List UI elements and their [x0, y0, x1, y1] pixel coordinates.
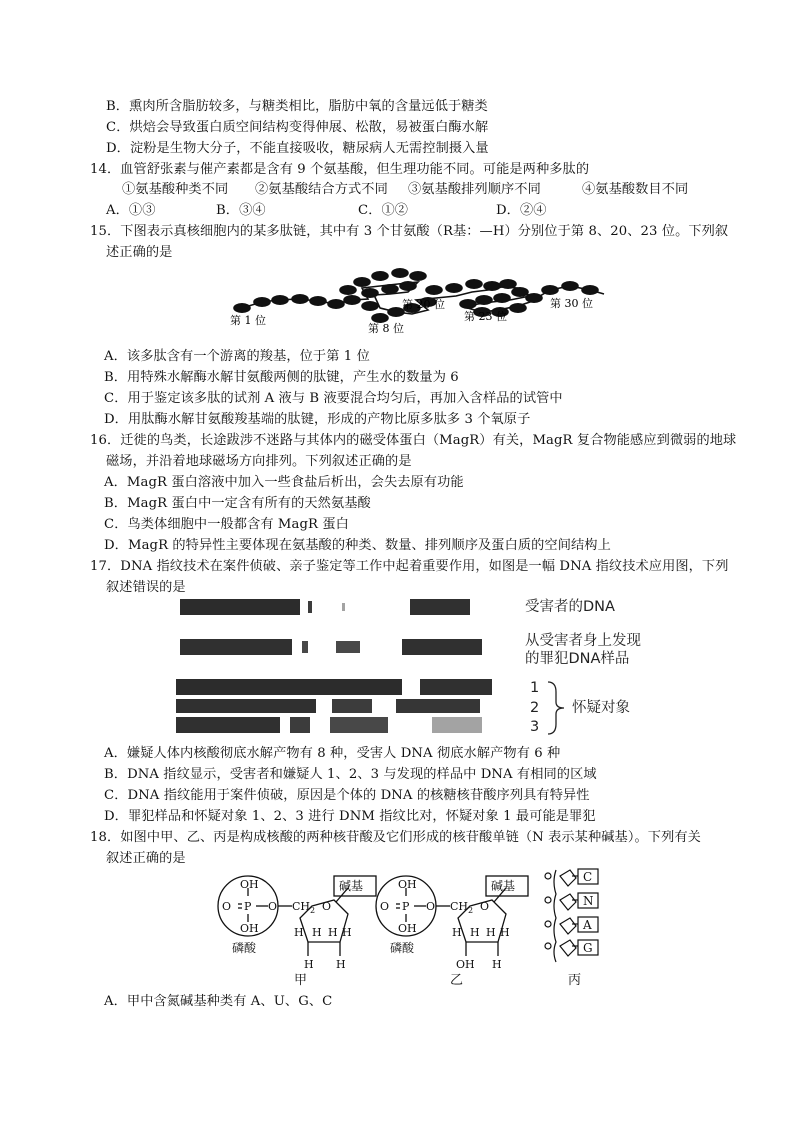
base-g: G: [583, 941, 593, 955]
q17-stem-line1: 17．DNA 指纹技术在案件侦破、亲子鉴定等工作中起着重要作用，如图是一幅 DNA 指纹技术应用图，下列: [90, 559, 729, 574]
label-suspect-1: 1: [530, 680, 540, 696]
q18-stem-line1: 18．如图中甲、乙、丙是构成核酸的两种核苷酸及它们形成的核苷酸单链（N 表示某种碱基）。下列有关: [90, 830, 701, 845]
q14-option-c: C．①②: [358, 203, 409, 218]
jia-ch2: $CH_2$: [292, 900, 316, 915]
yi-base: 碱基: [491, 879, 516, 893]
yi-p: P: [402, 900, 410, 913]
label-sample-line2: 的罪犯DNA样品: [525, 651, 630, 667]
label-position-23: 第 23 位: [464, 310, 507, 323]
jia-phosphate: 磷酸: [232, 941, 257, 955]
label-position-20: 第 20 位: [402, 298, 445, 311]
q14-options: [106, 204, 547, 217]
jia-h6: H: [336, 958, 346, 971]
nucleotide-chain-bing-labels: [568, 870, 594, 988]
q18-stem-line2: 叙述正确的是: [106, 851, 186, 866]
q16-stem-line1: 16．迁徙的鸟类，长途跋涉不迷路与其体内的磁受体蛋白（MagR）有关，MagR 复合物能感应到微弱的地球: [90, 433, 737, 448]
label-jia: 甲: [294, 973, 308, 988]
yi-o-right: O: [426, 900, 436, 913]
q16-option-a: A．MagR 蛋白溶液中加入一些食盐后析出，会失去原有功能: [104, 475, 464, 490]
q17-option-b: B．DNA 指纹显示，受害者和嫌疑人 1、2、3 与发现的样品中 DNA 有相同的区域: [104, 767, 597, 782]
q17-option-c: C．DNA 指纹能用于案件侦破，原因是个体的 DNA 的核糖核苷酸序列具有特异性: [104, 788, 590, 803]
label-yi: 乙: [450, 973, 464, 988]
q15-option-b: B．用特殊水解酶水解甘氨酸两侧的肽键，产生水的数量为 6: [104, 370, 459, 385]
q18-option-a: A．甲中含氮碱基种类有 A、U、G、C: [104, 994, 333, 1009]
q17-option-d: D．罪犯样品和怀疑对象 1、2、3 进行 DNM 指纹比对，怀疑对象 1 最可能是罪犯: [104, 809, 596, 824]
dna-band-victim: [180, 599, 470, 615]
yi-o-left: O: [380, 900, 390, 913]
label-suspect-2: 2: [530, 700, 540, 716]
q15-stem-line2: 述正确的是: [106, 245, 173, 260]
q16-option-d: D．MagR 的特异性主要体现在氨基酸的种类、数量、排列顺序及蛋白质的空间结构上: [104, 538, 611, 553]
yi-oh-c2: OH: [456, 958, 475, 971]
jia-h3: H: [312, 926, 322, 939]
yi-h2: H: [500, 926, 510, 939]
jia-base: 碱基: [339, 879, 364, 893]
q13-option-d: D．淀粉是生物大分子，不能直接吸收，糖尿病人无需控制摄入量: [106, 141, 489, 156]
q14-items: [122, 183, 688, 196]
jia-h2: H: [342, 926, 352, 939]
q16-option-b: B．MagR 蛋白中一定含有所有的天然氨基酸: [104, 496, 371, 511]
yi-phosphate: 磷酸: [390, 941, 415, 955]
label-position-30: 第 30 位: [550, 297, 593, 310]
jia-h5: H: [304, 958, 314, 971]
q14-option-a: A．①③: [106, 203, 156, 218]
nucleotide-yi-labels: [380, 878, 515, 988]
yi-oh-bottom: OH: [398, 922, 417, 935]
q15-option-d: D．用肽酶水解甘氨酸羧基端的肽键，形成的产物比原多肽多 3 个氧原子: [104, 412, 531, 427]
base-c: C: [583, 870, 593, 884]
jia-oh-bottom: OH: [240, 922, 259, 935]
q16-stem-line2: 磁场，并沿着地球磁场方向排列。下列叙述正确的是: [106, 454, 412, 469]
q17-option-a: A．嫌疑人体内核酸彻底水解产物有 8 种，受害人 DNA 彻底水解产物有 6 种: [104, 746, 561, 761]
q15-option-a: A．该多肽含有一个游离的羧基，位于第 1 位: [104, 349, 370, 364]
q14-option-b: B．③④: [216, 203, 266, 218]
label-sample-line1: 从受害者身上发现: [525, 633, 641, 649]
polypeptide-figure: [220, 262, 610, 336]
q13-option-c: C．烘焙会导致蛋白质空间结构变得伸展、松散，易被蛋白酶水解: [106, 120, 489, 135]
polypeptide-chain: [234, 269, 604, 322]
dna-fingerprint-figure: [170, 595, 510, 741]
q14-option-d: D．②④: [496, 203, 547, 218]
suspects-bracket: [546, 680, 570, 736]
jia-h1: H: [294, 926, 304, 939]
jia-p: P: [244, 900, 252, 913]
q15-stem-line1: 15．下图表示真核细胞内的某多肽链，其中有 3 个甘氨酸（R基：—H）分别位于第 8、20、23 位。下列叙: [90, 224, 729, 239]
yi-h3: H: [470, 926, 480, 939]
jia-o-right: O: [268, 900, 278, 913]
yi-oh-top: OH: [398, 878, 417, 891]
jia-oh-top: OH: [240, 878, 259, 891]
yi-h5: H: [492, 958, 502, 971]
base-a: A: [583, 918, 592, 932]
dna-band-sample: [180, 639, 482, 655]
q17-stem-line2: 叙述错误的是: [106, 580, 186, 595]
dna-band-suspect-1: [176, 679, 492, 695]
q14-stem: 14．血管舒张素与催产素都是含有 9 个氨基酸，但生理功能不同。可能是两种多肽的: [90, 162, 590, 177]
label-bing: 丙: [568, 973, 582, 988]
label-position-8: 第 8 位: [368, 322, 404, 335]
label-victim-dna: 受害者的DNA: [525, 599, 615, 615]
jia-h4: H: [328, 926, 338, 939]
dna-band-suspect-2: [176, 699, 480, 713]
label-suspects: 怀疑对象: [572, 700, 630, 716]
label-suspect-3: 3: [530, 719, 540, 735]
q15-option-c: C．用于鉴定该多肽的试剂 A 液与 B 液要混合均匀后，再加入含样品的试管中: [104, 391, 563, 406]
q14-item-2: ②氨基酸结合方式不同: [255, 182, 388, 197]
q14-item-4: ④氨基酸数目不同: [582, 182, 689, 197]
yi-h1: H: [452, 926, 462, 939]
q14-item-1: ①氨基酸种类不同: [122, 182, 229, 197]
nucleotide-figure: [216, 866, 606, 992]
q14-item-3: ③氨基酸排列顺序不同: [408, 182, 541, 197]
base-n: N: [583, 894, 594, 908]
q13-option-b: B．熏肉所含脂肪较多，与糖类相比，脂肪中氧的含量远低于糖类: [106, 99, 488, 114]
jia-o-left: O: [222, 900, 232, 913]
yi-ch2: $CH_2$: [450, 900, 474, 915]
yi-h4: H: [486, 926, 496, 939]
q16-option-c: C．鸟类体细胞中一般都含有 MagR 蛋白: [104, 517, 349, 532]
jia-ring-o: O: [322, 900, 332, 913]
yi-ring-o: O: [480, 900, 490, 913]
dna-band-suspect-3: [176, 717, 482, 733]
label-position-1: 第 1 位: [230, 314, 266, 327]
